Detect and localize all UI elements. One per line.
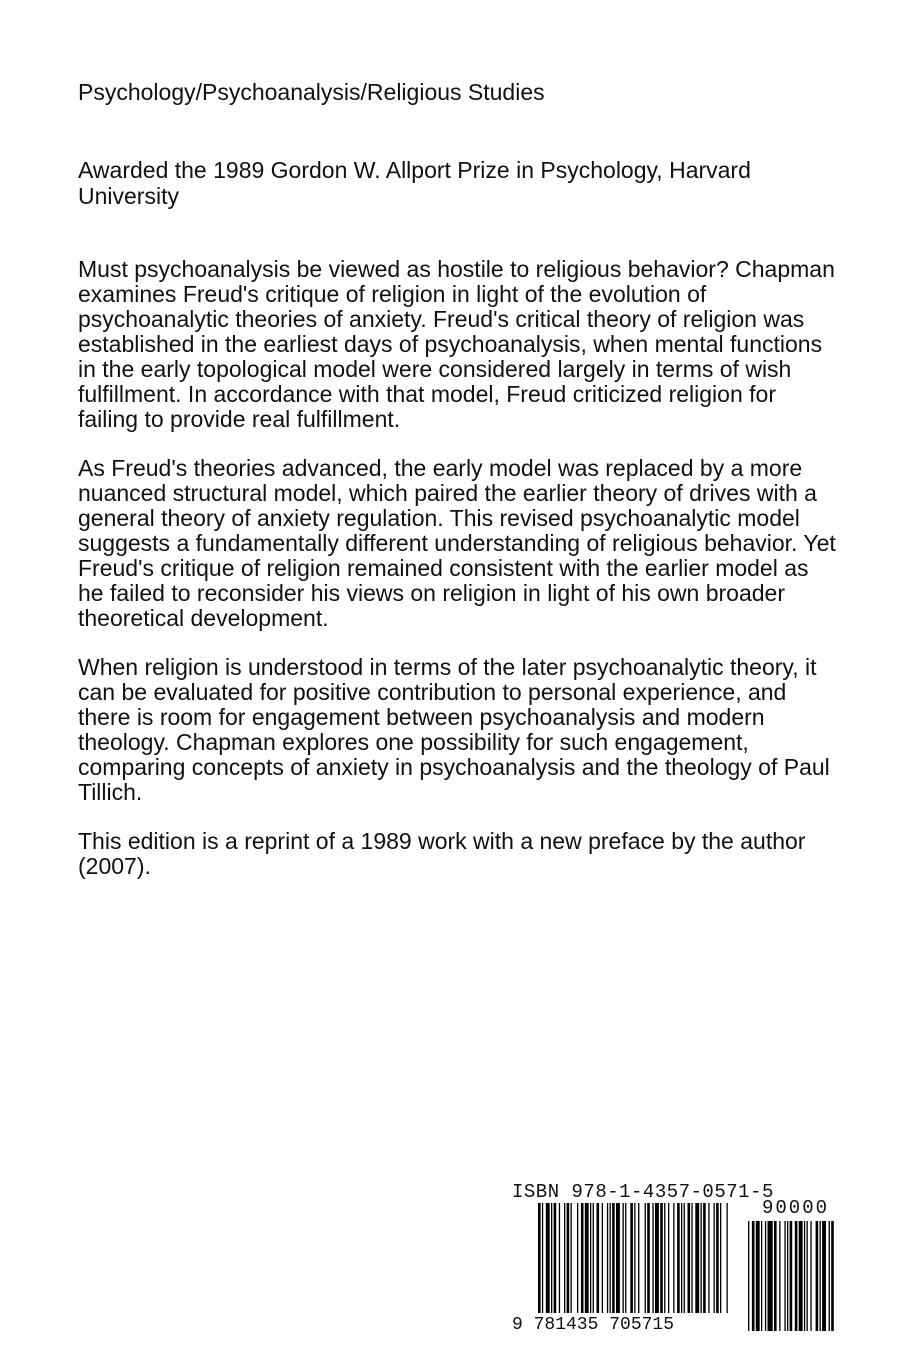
barcode-bar bbox=[607, 1203, 608, 1313]
barcode-bar bbox=[673, 1203, 674, 1313]
ean-digits: 9 781435 705715 bbox=[512, 1315, 675, 1335]
barcode-bar bbox=[559, 1203, 560, 1313]
addon-bar bbox=[768, 1221, 773, 1331]
barcode-bar bbox=[647, 1203, 650, 1313]
addon-bar bbox=[820, 1221, 821, 1331]
barcode-bar bbox=[554, 1203, 557, 1313]
award-line: Awarded the 1989 Gordon W. Allport Prize in Psychology, Harvard University bbox=[78, 157, 751, 209]
barcode-bar bbox=[634, 1203, 635, 1313]
barcode-bar bbox=[551, 1203, 552, 1313]
barcode-bar bbox=[652, 1203, 653, 1313]
barcode-bar bbox=[688, 1203, 691, 1313]
barcode-bar bbox=[708, 1203, 709, 1313]
barcode-bar bbox=[684, 1203, 685, 1313]
barcode-bar bbox=[645, 1203, 646, 1313]
barcode-bar bbox=[677, 1203, 680, 1313]
isbn-number: ISBN 978-1-4357-0571-5 bbox=[512, 1181, 774, 1203]
barcode-bar bbox=[571, 1203, 572, 1313]
barcode-bar bbox=[616, 1203, 620, 1313]
addon-bar bbox=[804, 1221, 805, 1331]
barcode-bar bbox=[585, 1203, 589, 1313]
addon-bar bbox=[807, 1221, 808, 1331]
addon-bar bbox=[779, 1221, 780, 1331]
barcode-bar bbox=[567, 1203, 570, 1313]
book-description bbox=[78, 257, 838, 903]
addon-bar bbox=[752, 1221, 755, 1331]
barcode-bar bbox=[623, 1203, 624, 1313]
barcode-bar bbox=[703, 1203, 706, 1313]
barcode-bar bbox=[701, 1203, 702, 1313]
addon-bar bbox=[784, 1221, 785, 1331]
barcode-bar bbox=[660, 1203, 663, 1313]
barcode-bar bbox=[610, 1203, 611, 1313]
barcode-bar bbox=[668, 1203, 669, 1313]
barcode-bar bbox=[538, 1203, 541, 1313]
addon-bar bbox=[831, 1221, 834, 1331]
description-paragraph-4: This edition is a reprint of a 1989 work with a new preface by the author (2007). bbox=[78, 828, 806, 879]
barcode-bar bbox=[691, 1203, 692, 1313]
addon-bar bbox=[822, 1221, 826, 1331]
addon-bar bbox=[756, 1221, 760, 1331]
barcode-bar bbox=[625, 1203, 626, 1313]
addon-bar bbox=[790, 1221, 793, 1331]
barcode-bar bbox=[727, 1203, 728, 1313]
barcode-bar bbox=[716, 1203, 719, 1313]
barcode-bar bbox=[597, 1203, 600, 1313]
addon-bar bbox=[774, 1221, 777, 1331]
barcode-bar bbox=[655, 1203, 659, 1313]
barcode-bar bbox=[581, 1203, 584, 1313]
barcode-bar bbox=[681, 1203, 682, 1313]
barcode-bar bbox=[593, 1203, 594, 1313]
addon-bar bbox=[761, 1221, 762, 1331]
barcode-bar bbox=[577, 1203, 578, 1313]
addon-bar bbox=[799, 1221, 803, 1331]
addon-bar bbox=[816, 1221, 819, 1331]
barcode-bar bbox=[590, 1203, 591, 1313]
subject-category: Psychology/Psychoanalysis/Religious Studies bbox=[78, 79, 545, 105]
addon-bar bbox=[829, 1221, 830, 1331]
isbn-barcode bbox=[512, 1181, 842, 1341]
barcode-bar bbox=[664, 1203, 665, 1313]
barcode-bar bbox=[564, 1203, 565, 1313]
barcode-bar bbox=[630, 1203, 633, 1313]
description-paragraph-2: As Freud's theories advanced, the early model was replaced by a more nuanced structural model, which paired the earlier theory of drives with a general theory of anxiety regulation. This revised psychoanalytic model suggests a fundamentally different understanding of religious behavior. Yet Freud's critique of religion remained consistent with the earlier model as he failed to reconsider his views on religion in light of his own broader theoretical development. bbox=[78, 455, 836, 631]
price-addon-digits: 90000 bbox=[762, 1197, 830, 1219]
barcode-bar bbox=[612, 1203, 615, 1313]
barcode-bar bbox=[695, 1203, 699, 1313]
barcode-bar bbox=[542, 1203, 543, 1313]
barcode-bar bbox=[638, 1203, 639, 1313]
addon-bar bbox=[795, 1221, 798, 1331]
addon-bar bbox=[765, 1221, 766, 1331]
addon-bar bbox=[787, 1221, 788, 1331]
description-paragraph-3: When religion is understood in terms of the later psychoanalytic theory, it can be evaluated for positive contribution to personal experience, and there is room for engagement between psychoanalysis and modern theology. Chapman explores one possibility for such engagement, comparing concepts of anxiety in psychoanalysis and the theology of Paul Tillich. bbox=[78, 654, 830, 805]
addon-bar bbox=[810, 1221, 811, 1331]
barcode-bar bbox=[546, 1203, 550, 1313]
barcode-bar bbox=[602, 1203, 603, 1313]
addon-bar bbox=[748, 1221, 749, 1331]
barcode-bar bbox=[714, 1203, 715, 1313]
description-paragraph-1: Must psychoanalysis be viewed as hostile to religious behavior? Chapman examines Freud's critique of religion in light of the evolution of psychoanalytic theories of anxiety. Freud's critical theory of religion was established in the earliest days of psychoanalysis, when mental functions in the early topological model were considered largely in terms of wish fulfillment. In accordance with that model, Freud criticized religion for failing to provide real fulfillment. bbox=[78, 256, 835, 432]
barcode-bar bbox=[720, 1203, 721, 1313]
